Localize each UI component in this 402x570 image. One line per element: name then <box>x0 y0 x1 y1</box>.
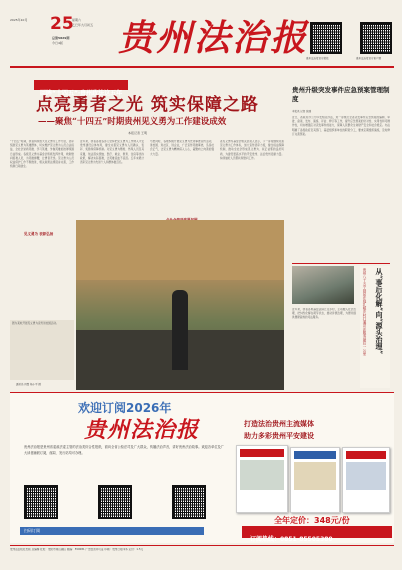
header-rule <box>10 66 394 68</box>
right-vertical-title <box>360 266 390 388</box>
promo-price: 全年定价：348元/份 <box>274 516 350 525</box>
date-line: 2025年10月 <box>10 18 28 22</box>
right-bottom-body: 近年来，我省各地基层法庭立足乡村，主动融入社会治理，把纠纷化解在萌芽状态，推动诉源治理，为群众提供便捷高效的司法服务。 <box>292 308 356 320</box>
vertical-subtitle-text: 贵州八十五个基层法庭扎根乡村打通司法服务最后一公里 <box>363 268 367 356</box>
vertical-title-text: 从“事后化解”向“源头治理” <box>375 268 384 355</box>
body-col-4: 省见义勇为基金会相关负责人表示，下一步将继续完善见义勇为工作体系，加大宣传表彰力度，健全权益保障机制，推动全社会形成见义勇为、扶正祛邪的良好风尚，为建设更高水平的平安贵州、法治贵州贡献力量。持续做好人员帮扶和慰问工作。 <box>220 140 284 160</box>
body-col-1: “十四五”时期，我省持续加大见义勇为工作力度，表彰奖励见义勇为英雄群体，切实维护见义勇为人员合法权益，全社会崇尚英雄、学习英雄、争做英雄的浓厚氛围日益形成。各级见义勇为基金会积极发挥作用，救助慰问困难人员，为英雄撑腰，让勇者无忧。见义勇为人员权益保护工作不断推进，相关政策法规逐步完善，工作机制日趋健全。 <box>10 140 74 169</box>
masthead-title: 贵州法治报 <box>118 17 309 59</box>
promo-masthead: 贵州法治报 <box>84 417 200 443</box>
right-top-body: 近日，省政府办公厅印发相关办法，进一步规范全省突发事件应急预案的编制、审批、备案、发布、演练、评估、修订等工作，提升应急预案的针对性、实用性和可操作性，切实增强应对突发事件的能力，保障人民群众生命财产安全和社会稳定。办法明确了各级政府及其部门、基层组织和单位的职责分工，要求定期组织演练，及时修订完善预案。 <box>292 116 390 136</box>
page-count: 今日4版 <box>52 41 63 45</box>
promo-hotline-text: 订阅热线：0851-85505380 <box>250 536 333 543</box>
subscription-promo <box>10 392 394 543</box>
weekday: 星期六 <box>72 18 82 22</box>
lead-photo <box>76 220 284 390</box>
promo-qr-caption: 扫码订阅 <box>20 527 204 535</box>
promo-newspaper-3 <box>342 447 390 513</box>
right-divider <box>292 263 390 264</box>
section-heading-1: 见义勇为 表彰弘扬 <box>24 232 54 236</box>
column-tag-text: 回眸“十四五”·贵州政法这五年 <box>40 90 123 97</box>
masthead-area <box>10 16 394 66</box>
right-photo <box>292 266 354 304</box>
right-column <box>288 70 394 390</box>
right-top-headline: 贵州升级突发事件应急预案管理制度 <box>292 86 390 103</box>
promo-qr-3[interactable] <box>172 485 206 519</box>
promo-qr-1[interactable] <box>24 485 58 519</box>
lead-headline: 点亮勇者之光 筑实保障之路 <box>36 95 259 115</box>
issue-number: 总第5829期 <box>52 36 70 40</box>
photo-building <box>76 220 284 280</box>
promo-hotline <box>242 526 392 543</box>
photo-figure <box>172 290 188 370</box>
body-col-3: 与此同时，各地积极开展见义勇为先进事迹宣传活动，进校园、进社区、进企业，广泛宣传英雄事迹，弘扬社会正气，让见义勇为精神深入人心，凝聚向上向善的强大力量。 <box>150 140 214 156</box>
promo-newspaper-1 <box>236 445 288 513</box>
body-col-2: 近年来，我省各级各部门坚持把见义勇为工作纳入平安贵州建设总体布局，健全完善见义勇为人员确认、表彰、奖励和保障机制。对见义勇为牺牲、伤残人员及其家属，依法落实抚恤、医疗、就业、教育、住房等优待政策，解决实际困难，让英雄流血不流泪。五年来累计表彰见义勇为先进个人和群体数百名。 <box>80 140 144 165</box>
promo-body: 贵州法治报是贵州省委政法委主管的法治类综合性报纸，面向全省公检法司及广大群众，传播法治声音，讲好贵州法治故事。欢迎各单位及广大读者踊跃订阅，邮局、发行站均可办理。 <box>24 445 224 455</box>
column-tag <box>34 80 128 97</box>
photo-caption: 图为某地开展见义勇为宣传进校园活动。 <box>12 322 59 325</box>
qr-wechat[interactable] <box>310 22 342 54</box>
lead-subheadline: ——聚焦“十四五”时期贵州见义勇为工作建设成效 <box>38 117 227 127</box>
photo-credit: 通讯员 供图 杨小平 摄 <box>16 383 41 386</box>
promo-slogan-1: 打造法治贵州主流媒体 <box>244 419 314 428</box>
day-number: 25 <box>50 14 74 34</box>
lunar-date: 乙巳年九月初五 <box>72 23 94 27</box>
lead-article <box>10 70 284 390</box>
promo-slogan-2: 助力多彩贵州平安建设 <box>244 431 314 440</box>
lead-byline: 本报记者 王明 <box>128 131 147 135</box>
qr-app[interactable] <box>360 22 392 54</box>
caption-photo <box>10 320 74 380</box>
qr-app-caption: 贵州法治报官方客户端 <box>356 57 382 60</box>
footer-text: 贵州法治报社出版 总编辑 社址：贵阳市观山湖区 邮编：550081 广告经营许可证 印刷：贵州日报印务 定价：1.5元 <box>10 548 144 551</box>
promo-qr-2[interactable] <box>98 485 132 519</box>
promo-newspaper-2 <box>290 447 340 513</box>
promo-welcome: 欢迎订阅2026年 <box>78 401 172 415</box>
right-top-byline: 本报讯 记者 张丽 <box>292 110 312 113</box>
qr-wechat-caption: 贵州法治报官方微信 <box>306 57 329 60</box>
footer-rule <box>10 545 394 546</box>
